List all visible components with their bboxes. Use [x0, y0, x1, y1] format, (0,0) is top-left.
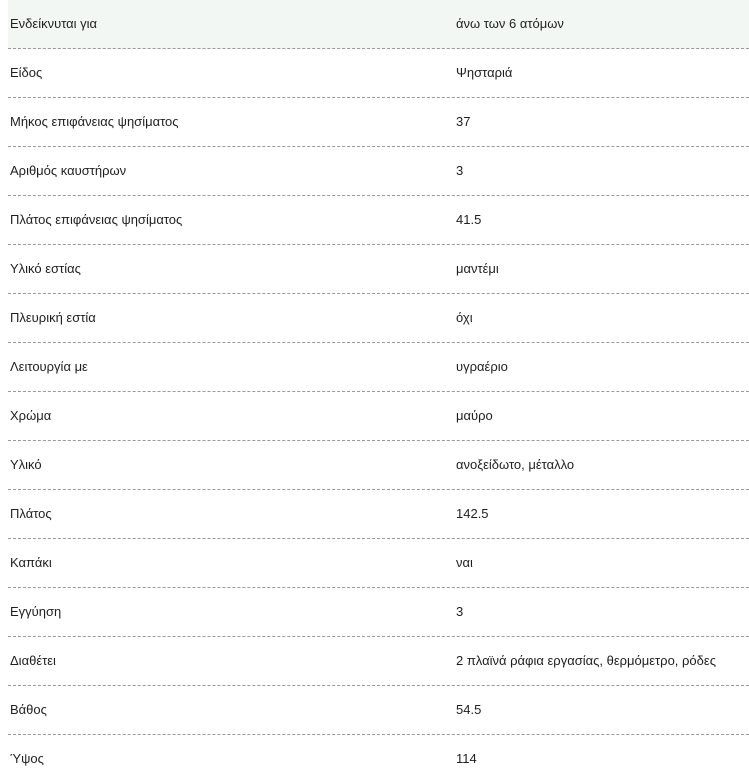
spec-row-suitable-for: [8, 0, 749, 49]
spec-label: Εγγύηση: [10, 604, 62, 619]
spec-label: Υλικό: [10, 457, 42, 472]
spec-label: Λειτουργία με: [10, 359, 88, 374]
spec-value: άνω των 6 ατόμων: [456, 16, 564, 31]
spec-label: Καπάκι: [10, 555, 52, 570]
spec-value: 142.5: [456, 506, 489, 521]
spec-value: μαντέμι: [456, 261, 499, 276]
spec-value: 3: [456, 604, 464, 619]
spec-row-type: [8, 49, 749, 98]
spec-row-warranty: [8, 588, 749, 637]
spec-row-depth: [8, 686, 749, 735]
spec-value: Ψησταριά: [456, 65, 513, 80]
spec-label: Υλικό εστίας: [10, 261, 81, 276]
specifications-table: [8, 0, 749, 783]
spec-label: Πλάτος επιφάνειας ψησίματος: [10, 212, 183, 227]
spec-value: 3: [456, 163, 464, 178]
spec-row-fuel: [8, 343, 749, 392]
spec-value: ναι: [456, 555, 473, 570]
spec-label: Μήκος επιφάνειας ψησίματος: [10, 114, 179, 129]
spec-row-height: [8, 735, 749, 783]
spec-value: 41.5: [456, 212, 482, 227]
spec-row-lid: [8, 539, 749, 588]
spec-value: 2 πλαϊνά ράφια εργασίας, θερμόμετρο, ρόδες: [456, 653, 716, 668]
spec-label: Ύψος: [10, 751, 44, 766]
spec-label: Είδος: [10, 65, 43, 80]
spec-value: μαύρο: [456, 408, 493, 423]
spec-row-width: [8, 490, 749, 539]
spec-label: Χρώμα: [10, 408, 52, 423]
spec-row-grill-width: [8, 196, 749, 245]
spec-row-material: [8, 441, 749, 490]
spec-label: Διαθέτει: [10, 653, 56, 668]
spec-value: 114: [456, 751, 477, 766]
spec-row-color: [8, 392, 749, 441]
spec-row-side-burner: [8, 294, 749, 343]
spec-value: 37: [456, 114, 471, 129]
spec-row-burners: [8, 147, 749, 196]
spec-label: Πλάτος: [10, 506, 52, 521]
spec-label: Βάθος: [10, 702, 47, 717]
spec-value: υγραέριο: [456, 359, 508, 374]
spec-value: όχι: [456, 310, 473, 325]
spec-label: Αριθμός καυστήρων: [10, 163, 127, 178]
spec-label: Πλευρική εστία: [10, 310, 96, 325]
spec-row-burner-material: [8, 245, 749, 294]
spec-row-features: [8, 637, 749, 686]
spec-row-grill-length: [8, 98, 749, 147]
spec-value: ανοξείδωτο, μέταλλο: [456, 457, 575, 472]
spec-value: 54.5: [456, 702, 482, 717]
spec-label: Ενδείκνυται για: [10, 16, 98, 31]
